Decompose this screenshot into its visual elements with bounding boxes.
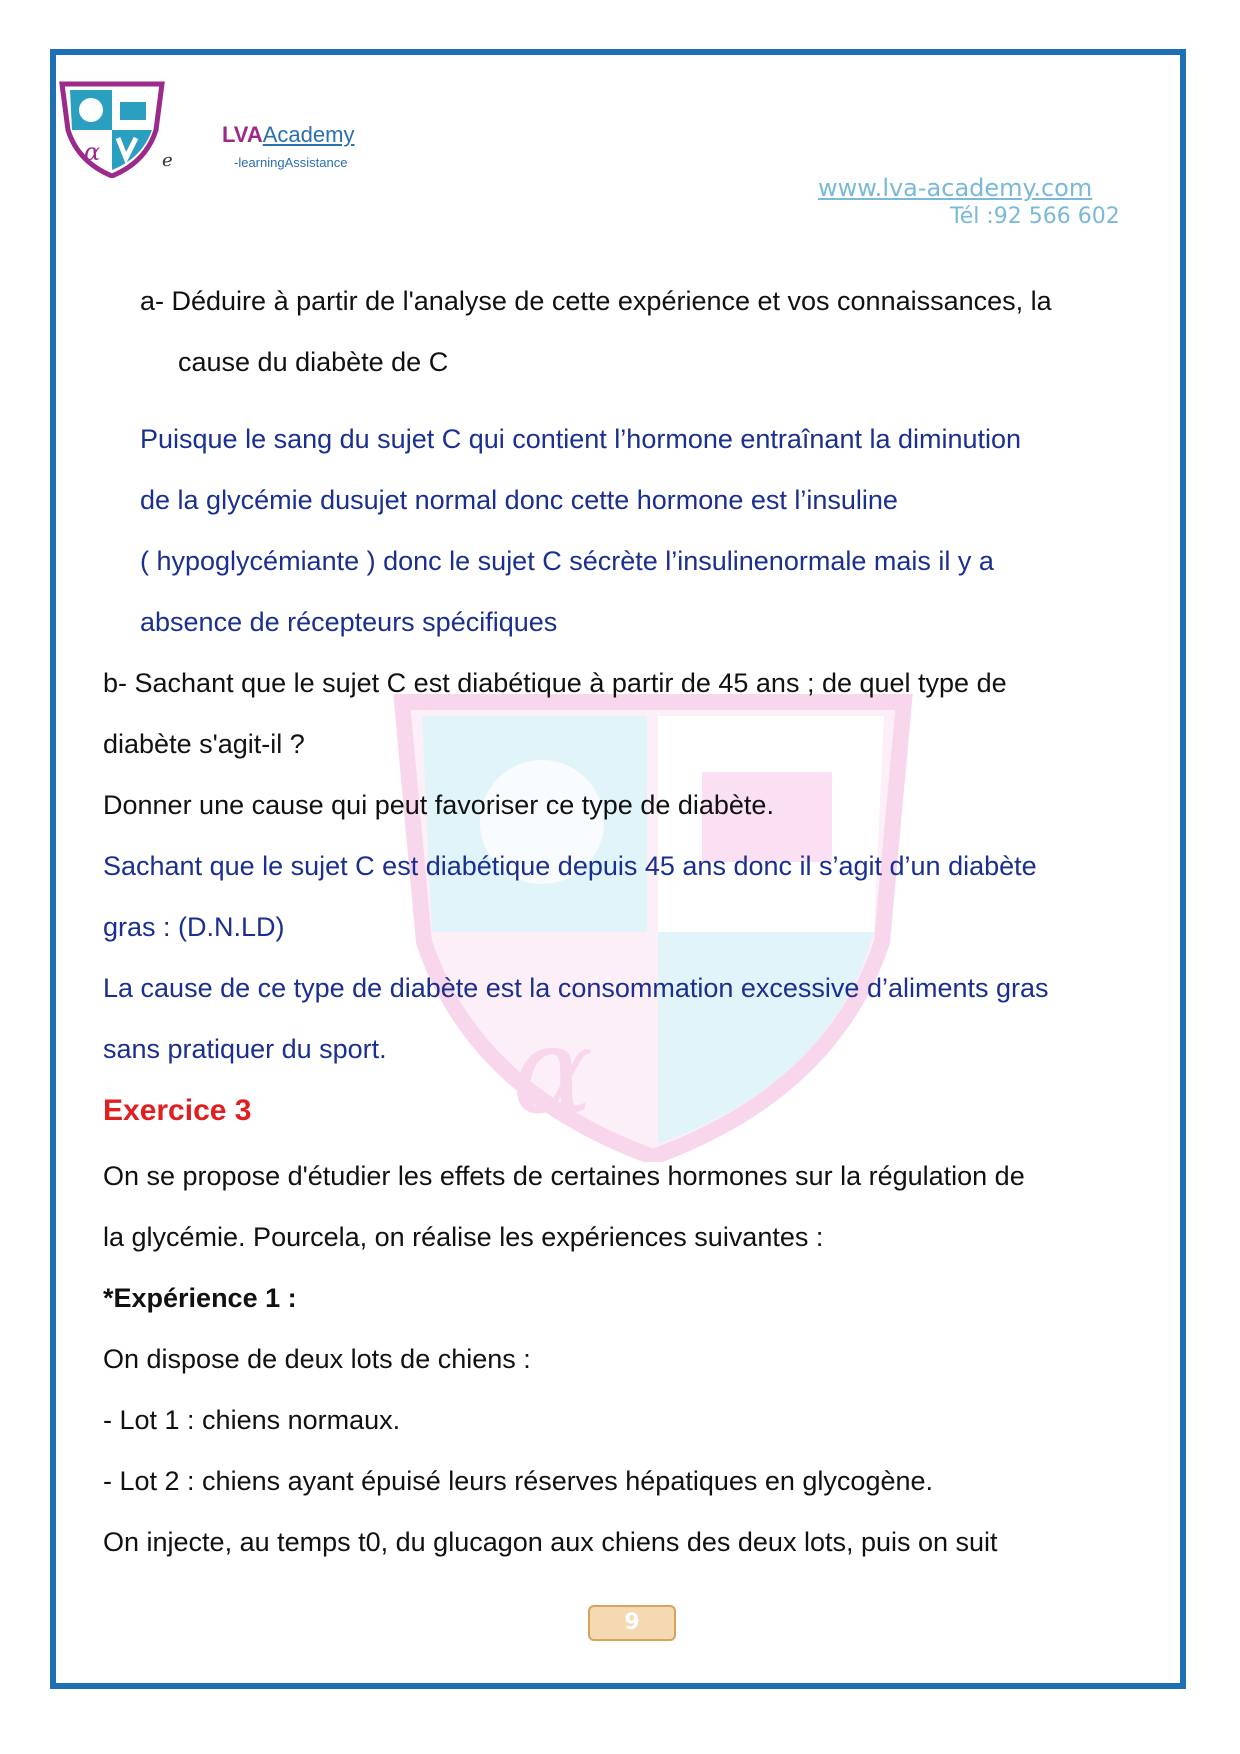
svg-text:α: α: [512, 1002, 594, 1141]
svg-text:α: α: [84, 138, 101, 166]
answer-b-line-3: La cause de ce type de diabète est la consommation excessive d’aliments gras: [103, 973, 1049, 1003]
brand-tagline: -learningAssistance: [234, 155, 348, 170]
question-a-line-1: a- Déduire à partir de l'analyse de cette expérience et vos connaissances, la: [140, 286, 1052, 316]
brand-lva: LVA: [222, 122, 263, 147]
answer-b-line-2: gras : (D.N.LD): [103, 912, 285, 942]
page-number: 9: [588, 1605, 676, 1641]
question-b-line-3: Donner une cause qui peut favoriser ce type de diabète.: [103, 790, 774, 820]
answer-b-line-1: Sachant que le sujet C est diabétique depuis 45 ans donc il s’agit d’un diabète: [103, 851, 1037, 881]
academy-shield-logo-icon: [56, 78, 168, 178]
question-b-line-2: diabète s'agit-il ?: [103, 729, 305, 759]
answer-a-line-3: ( hypoglycémiante ) donc le sujet C sécrète l’insulinenormale mais il y a: [140, 546, 994, 576]
exercise-line-5: - Lot 2 : chiens ayant épuisé leurs réserves hépatiques en glycogène.: [103, 1466, 934, 1496]
question-a-line-2: cause du diabète de C: [178, 347, 449, 377]
answer-b-line-4: sans pratiquer du sport.: [103, 1034, 387, 1064]
experience-1-title: *Expérience 1 :: [103, 1283, 297, 1313]
answer-a-line-4: absence de récepteurs spécifiques: [140, 607, 558, 637]
website-link[interactable]: www.lva-academy.com: [818, 174, 1093, 202]
exercise-line-4: - Lot 1 : chiens normaux.: [103, 1405, 401, 1435]
question-b-line-1: b- Sachant que le sujet C est diabétique à partir de 45 ans ; de quel type de: [103, 668, 1007, 698]
exercise-line-2: la glycémie. Pourcela, on réalise les expériences suivantes :: [103, 1222, 824, 1252]
brand-name: [222, 122, 354, 148]
answer-a-line-1: Puisque le sang du sujet C qui contient l’hormone entraînant la diminution: [140, 424, 1022, 454]
exercise-line-3: On dispose de deux lots de chiens :: [103, 1344, 531, 1374]
watermark-shield-icon: [392, 692, 914, 1162]
exercise-title: Exercice 3: [103, 1094, 252, 1127]
exercise-line-6: On injecte, au temps t0, du glucagon aux chiens des deux lots, puis on suit: [103, 1527, 998, 1557]
exercise-line-1: On se propose d'étudier les effets de certaines hormones sur la régulation de: [103, 1161, 1025, 1191]
phone-number: Tél :92 566 602: [950, 204, 1120, 229]
answer-a-line-2: de la glycémie dusujet normal donc cette hormone est l’insuline: [140, 485, 898, 515]
logo-letter: e: [162, 150, 173, 171]
brand-academy: Academy: [262, 122, 355, 147]
